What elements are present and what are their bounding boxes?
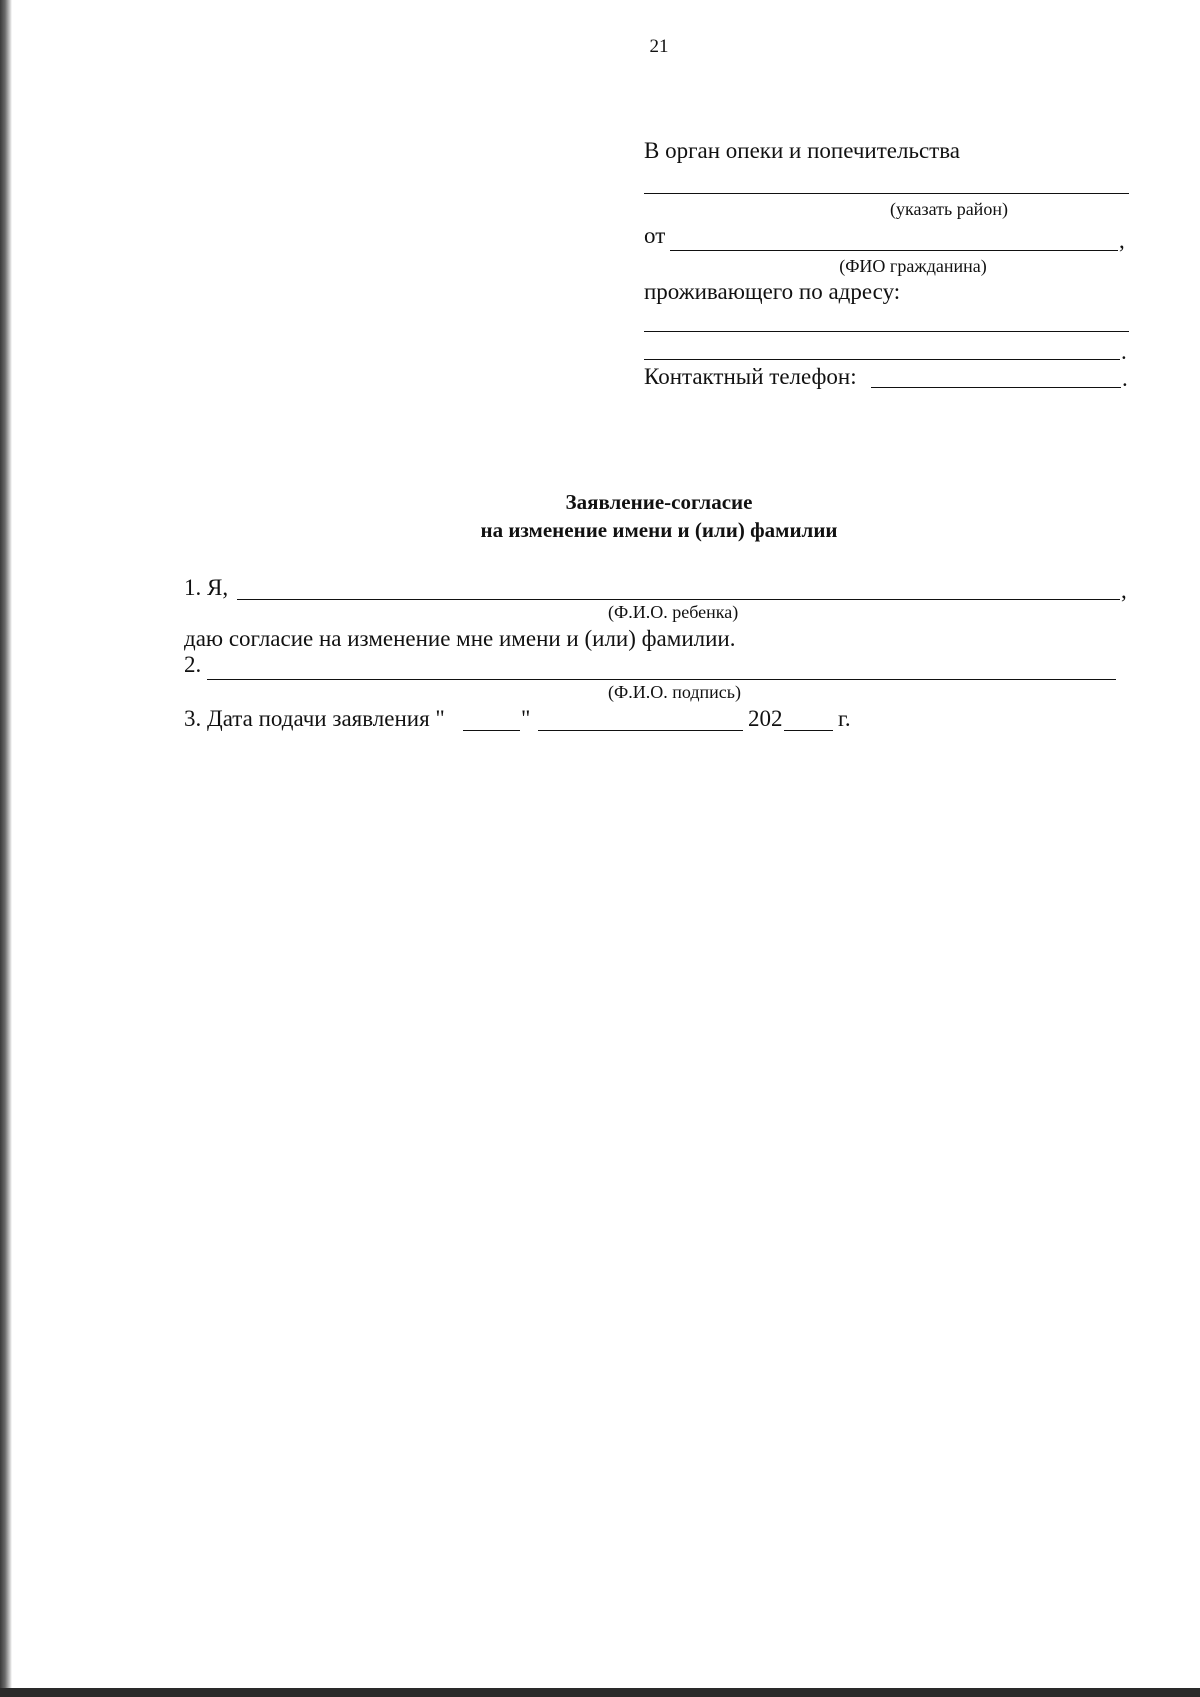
- phone-period: .: [1122, 366, 1128, 391]
- scan-edge-bottom: [0, 1688, 1200, 1697]
- date-month-field[interactable]: [538, 730, 743, 731]
- item3-quote-close: ": [521, 706, 531, 731]
- phone-field[interactable]: [871, 387, 1121, 388]
- item3-suffix: г.: [838, 706, 851, 731]
- child-fio-hint: (Ф.И.О. ребенка): [608, 602, 739, 622]
- addressee-line: В орган опеки и попечительства: [644, 138, 960, 163]
- scan-edge-left: [0, 0, 12, 1697]
- signature-hint: (Ф.И.О. подпись): [608, 682, 741, 702]
- address-label: проживающего по адресу:: [644, 279, 901, 304]
- address-field-line2[interactable]: [644, 359, 1120, 360]
- page-number: 21: [649, 36, 669, 57]
- from-prefix: от: [644, 223, 666, 248]
- item3-year-prefix: 202: [748, 706, 783, 731]
- from-comma: ,: [1119, 228, 1125, 253]
- document-title: Заявление-согласие: [565, 490, 753, 514]
- consent-text: даю согласие на изменение мне имени и (или) фамилии.: [184, 626, 736, 651]
- date-day-field[interactable]: [463, 730, 520, 731]
- document-subtitle: на изменение имени и (или) фамилии: [480, 518, 838, 542]
- item2-prefix: 2.: [184, 652, 202, 677]
- child-fio-field[interactable]: [237, 599, 1120, 600]
- signature-field[interactable]: [207, 679, 1116, 680]
- phone-label: Контактный телефон:: [644, 364, 857, 389]
- item1-prefix: 1. Я,: [184, 575, 229, 600]
- address-period: .: [1121, 339, 1127, 364]
- citizen-fio-field[interactable]: [670, 250, 1118, 251]
- address-field-line1[interactable]: [644, 331, 1129, 332]
- district-hint: (указать район): [890, 199, 1008, 219]
- item3-prefix: 3. Дата подачи заявления ": [184, 706, 445, 731]
- citizen-fio-hint: (ФИО гражданина): [839, 256, 987, 276]
- district-field[interactable]: [644, 193, 1129, 194]
- date-year-field[interactable]: [784, 730, 833, 731]
- item1-comma: ,: [1121, 578, 1127, 603]
